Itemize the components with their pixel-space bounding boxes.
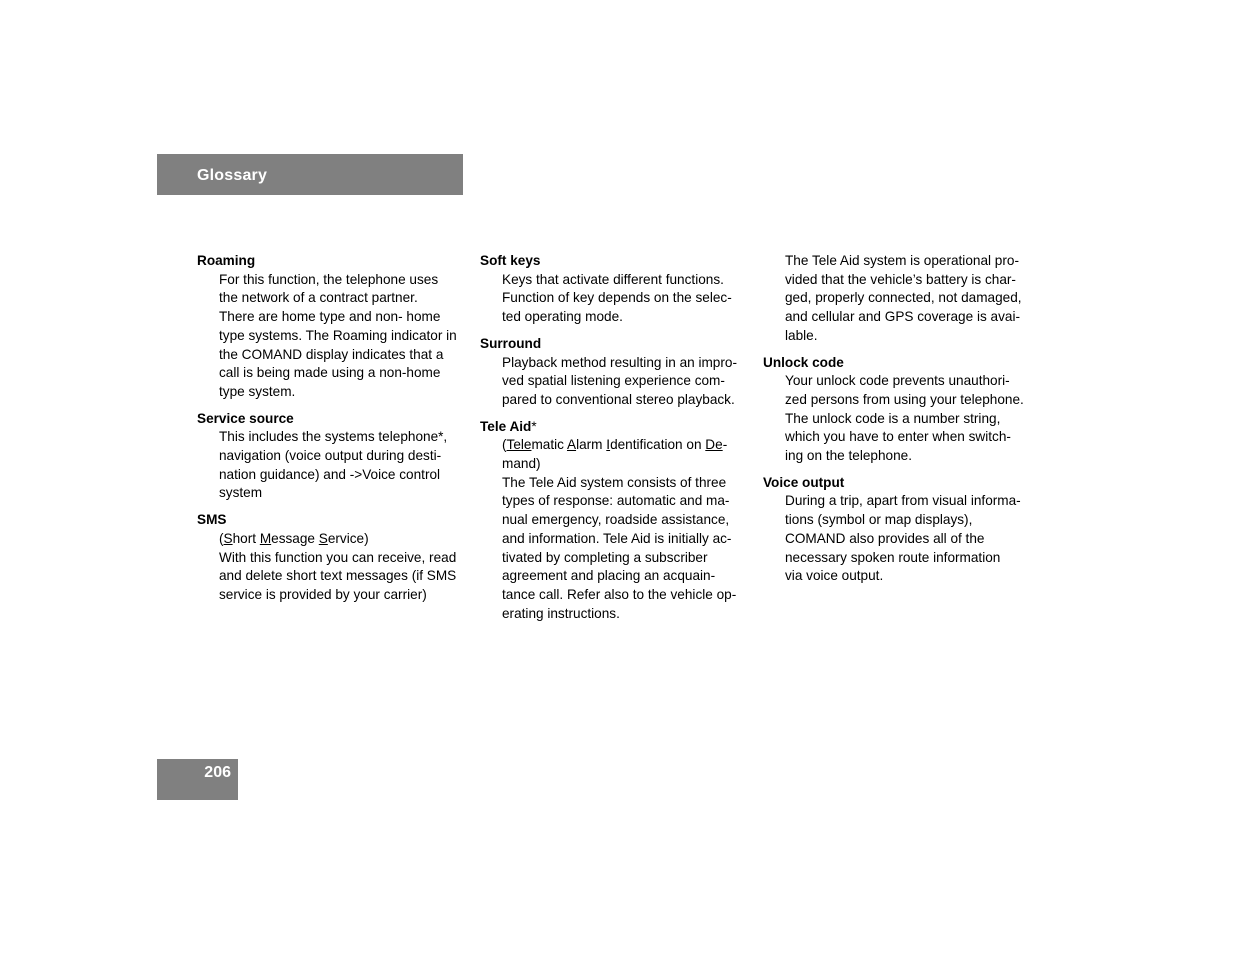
glossary-term: Soft keys bbox=[480, 253, 541, 268]
glossary-column-2 bbox=[480, 252, 750, 623]
page-number: 206 bbox=[204, 764, 231, 781]
glossary-term: Voice output bbox=[763, 474, 845, 490]
definition-line: the COMAND display indicates that a bbox=[219, 346, 444, 362]
definition-line: ing on the telephone. bbox=[785, 448, 912, 464]
definition-line: With this function you can receive, read bbox=[219, 549, 457, 565]
section-title: Glossary bbox=[197, 167, 268, 184]
glossary-term: Roaming bbox=[197, 253, 256, 268]
glossary-definition bbox=[480, 354, 750, 410]
glossary-term: SMS bbox=[197, 512, 227, 528]
acronym-expansion: (Telematic Alarm Identification on De- bbox=[502, 437, 728, 453]
definition-line: and information. Tele Aid is initially ac- bbox=[502, 530, 732, 546]
glossary-definition bbox=[763, 372, 1038, 466]
definition-line: During a trip, apart from visual informa- bbox=[785, 493, 1021, 509]
definition-line: tions (symbol or map displays), bbox=[785, 512, 973, 528]
definition-line: via voice output. bbox=[785, 568, 884, 584]
definition-line: The Tele Aid system consists of three bbox=[502, 474, 727, 490]
definition-line: and delete short text messages (if SMS bbox=[219, 568, 457, 584]
glossary-column-1 bbox=[197, 252, 467, 605]
glossary-definition bbox=[197, 530, 467, 605]
definition-line: ted operating mode. bbox=[502, 309, 623, 325]
acronym-expansion: (Short Message Service) bbox=[219, 530, 369, 546]
glossary-definition bbox=[480, 271, 750, 327]
section-header-bar bbox=[157, 154, 463, 195]
definition-line: Your unlock code prevents unauthori- bbox=[785, 373, 1010, 389]
definition-line: ged, properly connected, not damaged, bbox=[785, 290, 1022, 306]
acronym-expansion-continued: mand) bbox=[502, 456, 541, 472]
page-number-tab bbox=[157, 759, 238, 800]
definition-line: which you have to enter when switch- bbox=[785, 429, 1011, 445]
definition-line: call is being made using a non-home bbox=[219, 365, 441, 381]
glossary-definition bbox=[480, 436, 750, 623]
glossary-term: Surround bbox=[480, 335, 542, 351]
definition-line: system bbox=[219, 485, 263, 501]
definition-line: Function of key depends on the selec- bbox=[502, 290, 732, 306]
definition-line: type systems. The Roaming indicator in bbox=[219, 327, 457, 343]
definition-line: type system. bbox=[219, 383, 296, 399]
definition-line: COMAND also provides all of the bbox=[785, 530, 985, 546]
glossary-column-3 bbox=[763, 252, 1038, 586]
definition-line: tance call. Refer also to the vehicle op- bbox=[502, 586, 737, 602]
glossary-term: Service source bbox=[197, 410, 294, 426]
definition-line: necessary spoken route information bbox=[785, 549, 1001, 565]
definition-line: the network of a contract partner. bbox=[219, 290, 418, 306]
definition-line: lable. bbox=[785, 327, 818, 343]
definition-line: tivated by completing a subscriber bbox=[502, 549, 708, 565]
definition-line: Playback method resulting in an impro- bbox=[502, 354, 737, 370]
definition-line: nual emergency, roadside assistance, bbox=[502, 512, 730, 528]
definition-line: This includes the systems telephone*, bbox=[219, 429, 448, 445]
definition-line: nation guidance) and ->Voice control bbox=[219, 466, 441, 482]
availability-mark: * bbox=[531, 418, 537, 434]
definition-line: For this function, the telephone uses bbox=[219, 271, 439, 287]
glossary-term-tele-aid: Tele Aid* bbox=[480, 418, 537, 434]
definition-line: vided that the vehicle’s battery is char- bbox=[785, 271, 1016, 287]
glossary-term: Unlock code bbox=[763, 354, 844, 370]
definition-line: The unlock code is a number string, bbox=[785, 410, 1001, 426]
definition-line: pared to conventional stereo playback. bbox=[502, 391, 735, 407]
glossary-definition bbox=[763, 492, 1038, 586]
definition-line: navigation (voice output during desti- bbox=[219, 448, 442, 464]
glossary-definition bbox=[197, 271, 467, 402]
definition-line: service is provided by your carrier) bbox=[219, 586, 427, 602]
definition-line: types of response: automatic and ma- bbox=[502, 493, 730, 509]
definition-line: There are home type and non- home bbox=[219, 309, 441, 325]
definition-line: agreement and placing an acquain- bbox=[502, 568, 716, 584]
definition-line: ved spatial listening experience com- bbox=[502, 373, 725, 389]
tele-aid-continuation bbox=[763, 252, 1038, 346]
definition-line: zed persons from using your telephone. bbox=[785, 391, 1024, 407]
glossary-definition bbox=[197, 428, 467, 503]
definition-line: Keys that activate different functions. bbox=[502, 271, 724, 287]
definition-line: and cellular and GPS coverage is avai- bbox=[785, 309, 1020, 325]
definition-line: erating instructions. bbox=[502, 605, 620, 621]
definition-line: The Tele Aid system is operational pro- bbox=[785, 253, 1019, 268]
